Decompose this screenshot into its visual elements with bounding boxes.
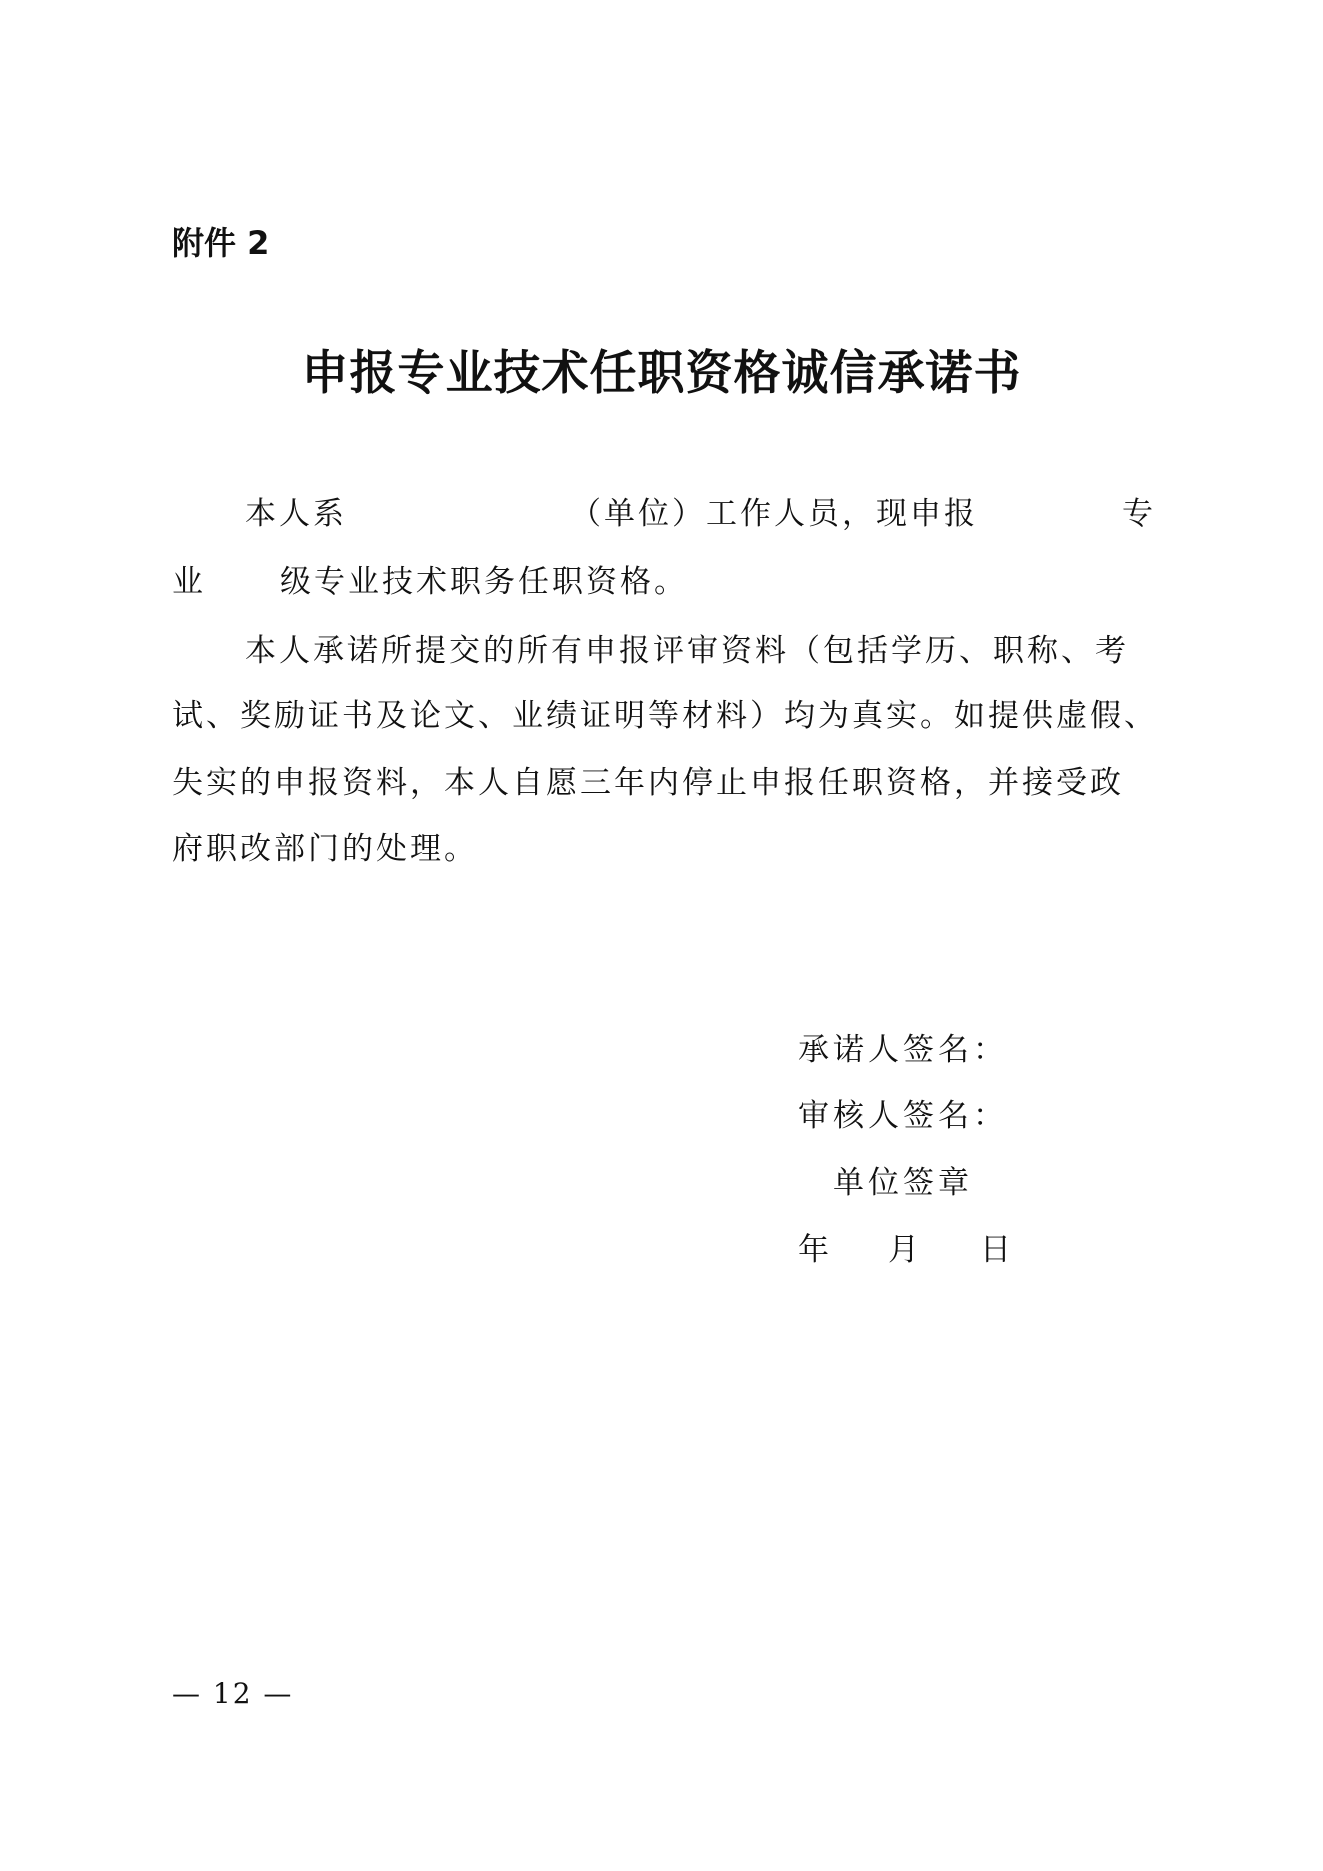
document-title: 申报专业技术任职资格诚信承诺书 [301, 346, 1022, 401]
promise-line-2: 试、奖励证书及论文、业绩证明等材料）均为真实。如提供虚假、 [172, 698, 1158, 734]
date-day-label: 日 [980, 1232, 1015, 1268]
date-month-label: 月 [888, 1232, 923, 1268]
reviewer-signature-label: 审核人签名： [798, 1098, 1008, 1134]
date-year-label: 年 [798, 1232, 833, 1268]
intro-line2-part2: 级专业技术职务任职资格。 [280, 564, 688, 600]
promise-line-1: 本人承诺所提交的所有申报评审资料（包括学历、职称、考 [245, 633, 1129, 669]
intro-text-part1: 本人系 [245, 496, 347, 532]
attachment-label: 附件 2 [172, 224, 270, 262]
intro-text-part3: 专 [1122, 496, 1156, 532]
promise-line-4: 府职改部门的处理。 [172, 831, 478, 867]
page-number: — 12 — [172, 1677, 294, 1710]
intro-text-part2: （单位）工作人员，现申报 [570, 496, 978, 532]
unit-seal-label: 单位签章 [833, 1165, 973, 1201]
promise-line-3: 失实的申报资料，本人自愿三年内停止申报任职资格，并接受政 [172, 765, 1124, 801]
intro-line2-part1: 业 [172, 564, 206, 600]
promisor-signature-label: 承诺人签名： [798, 1032, 1008, 1068]
